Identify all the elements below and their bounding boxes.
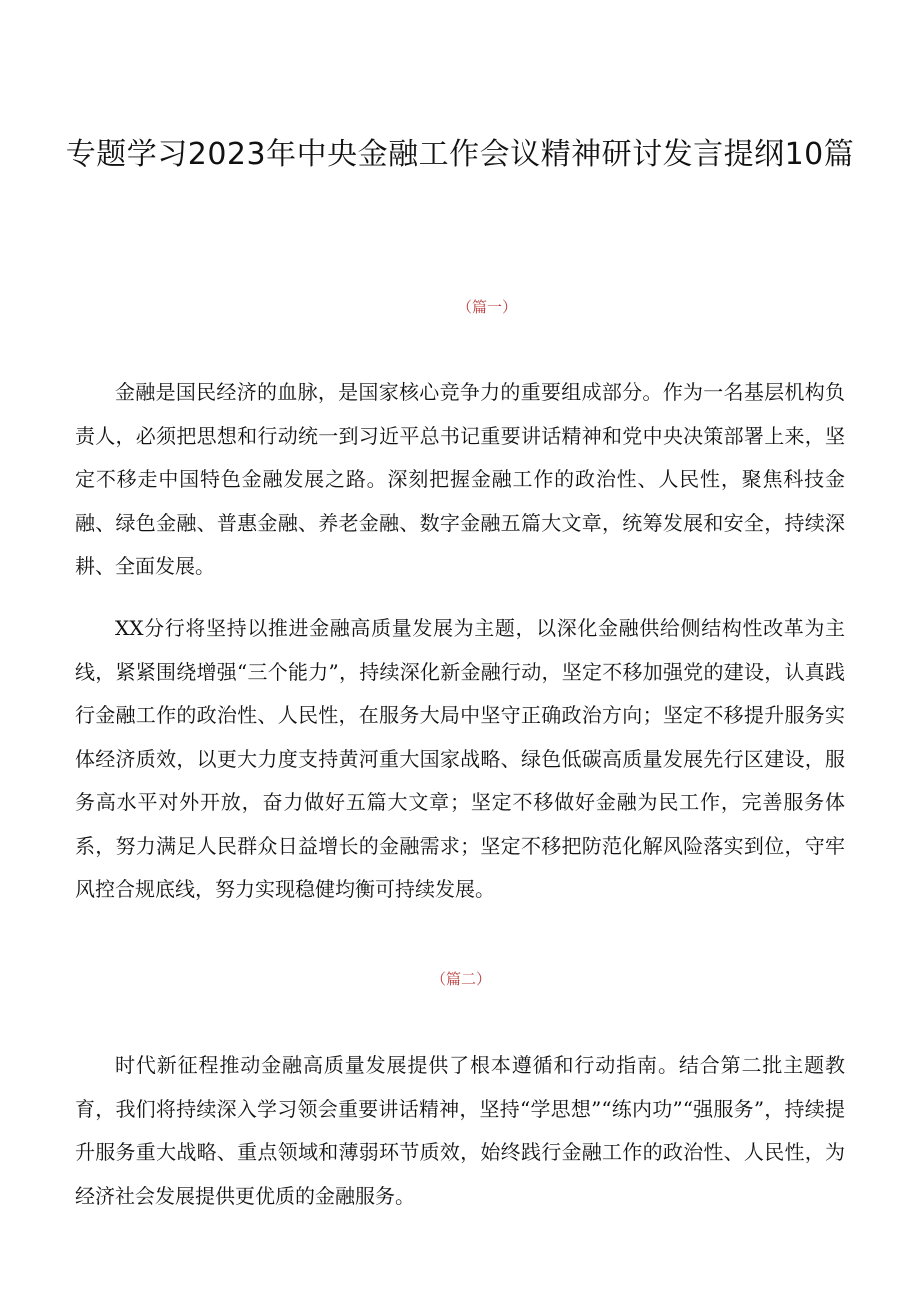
section-2-paragraph-1: 时代新征程推动金融高质量发展提供了根本遵循和行动指南。结合第二批主题教育，我们将持续深入学习领会重要讲话精神，坚持“学思想”“练内功”“强服务”，持续提升服务重大战略、重点领域和薄弱环节质效，始终践行金融工作的政治性、人民性，为经济社会发展提供更优质的金融服务。: [75, 1053, 845, 1208]
document-title: 专题学习2023年中央金融工作会议精神研讨发言提纲10篇: [65, 137, 855, 173]
section-heading-2: （篇二）: [430, 970, 491, 988]
section-1-paragraph-1: 金融是国民经济的血脉，是国家核心竞争力的重要组成部分。作为一名基层机构负责人，必须把思想和行动统一到习近平总书记重要讲话精神和党中央决策部署上来，坚定不移走中国特色金融发展之路。深刻把握金融工作的政治性、人民性，聚焦科技金融、绿色金融、普惠金融、养老金融、数字金融五篇大文章，统筹发展和安全，持续深耕、全面发展。: [75, 380, 845, 578]
section-1-paragraph-2: XX分行将坚持以推进金融高质量发展为主题，以深化金融供给侧结构性改革为主线，紧紧围绕增强“三个能力”，持续深化新金融行动，坚定不移加强党的建设，认真践行金融工作的政治性、人民性，在服务大局中坚守正确政治方向；坚定不移提升服务实体经济质效，以更大力度支持黄河重大国家战略、绿色低碳高质量发展先行区建设，服务高水平对外开放，奋力做好五篇大文章；坚定不移做好金融为民工作，完善服务体系，努力满足人民群众日益增长的金融需求；坚定不移把防范化解风险落实到位，守牢风控合规底线，努力实现稳健均衡可持续发展。: [75, 616, 845, 901]
section-heading-1: （篇一）: [456, 298, 517, 316]
